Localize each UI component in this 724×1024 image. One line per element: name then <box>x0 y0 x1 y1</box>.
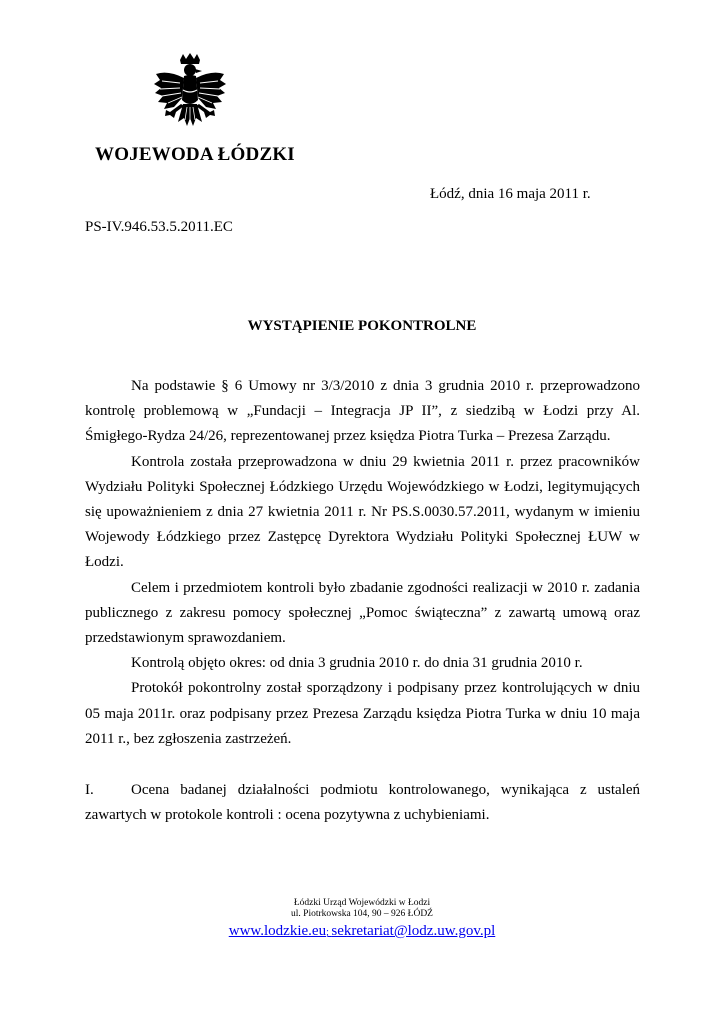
footer-office-name: Łódzki Urząd Wojewódzki w Łodzi <box>293 898 431 908</box>
paragraph-purpose: Celem i przedmiotem kontroli było zbadanie zgodności realizacji w 2010 r. zadania publicznego z zakresu pomocy społecznej „Pomoc świąteczna” z zawartą umową oraz przedstawionym sprawozdaniem. <box>85 579 640 647</box>
paragraph-legal-basis: Na podstawie § 6 Umowy nr 3/3/2010 z dnia 3 grudnia 2010 r. przeprowadzono kontrolę problemową w „Fundacji – Integracja JP II”, z siedzibą w Łodzi przy Al. Śmigłego-Rydza 24/26, reprezentowanej przez księdza Piotra Turka – Prezesa Zarządu. <box>85 378 640 445</box>
section-assessment <box>85 778 640 828</box>
footer-address: ul. Piotrkowska 104, 90 – 926 ŁÓDŹ <box>291 909 433 919</box>
document-body <box>85 374 640 752</box>
reference-number: PS-IV.946.53.5.2011.EC <box>85 219 233 235</box>
paragraph-inspection-date: Kontrola została przeprowadzona w dniu 29 kwietnia 2011 r. przez pracowników Wydziału Polityki Społecznej Łódzkiego Urzędu Wojewódzkiego w Łodzi, legitymujących się upoważnieniem z dnia 27 kwietnia 2011 r. Nr PS.S.0030.57.2011, wydanym w imieniu Wojewody Łódzkiego przez Zastępcę Dyrektora Wydziału Polityki Społecznej ŁUW w Łodzi. <box>85 453 640 571</box>
footer-links <box>0 921 724 943</box>
paragraph-period: Kontrolą objęto okres: od dnia 3 grudnia 2010 r. do dnia 31 grudnia 2010 r. <box>131 655 583 672</box>
email-link[interactable]: sekretariat@lodz.uw.gov.pl <box>331 923 496 939</box>
footer <box>0 898 724 943</box>
paragraph-protocol: Protokół pokontrolny został sporządzony i podpisany przez kontrolujących w dniu 05 maja 2011r. oraz podpisany przez Prezesa Zarządu księdza Piotra Turka w dniu 10 maja 2011 r., bez zgłoszenia zastrzeżeń. <box>85 680 640 747</box>
website-link[interactable]: www.lodzkie.eu <box>228 923 327 939</box>
document-title: WYSTĄPIENIE POKONTROLNE <box>247 318 477 334</box>
section-text: Ocena badanej działalności podmiotu kontrolowanego, wynikająca z ustaleń zawartych w protokole kontroli : ocena pozytywna z uchybieniami. <box>85 782 640 824</box>
polish-eagle-icon <box>150 52 230 136</box>
link-separator: ; <box>326 927 332 938</box>
authority-name: WOJEWODA ŁÓDZKI <box>95 144 295 165</box>
section-number: I. <box>85 782 94 798</box>
place-and-date: Łódź, dnia 16 maja 2011 r. <box>430 186 591 202</box>
